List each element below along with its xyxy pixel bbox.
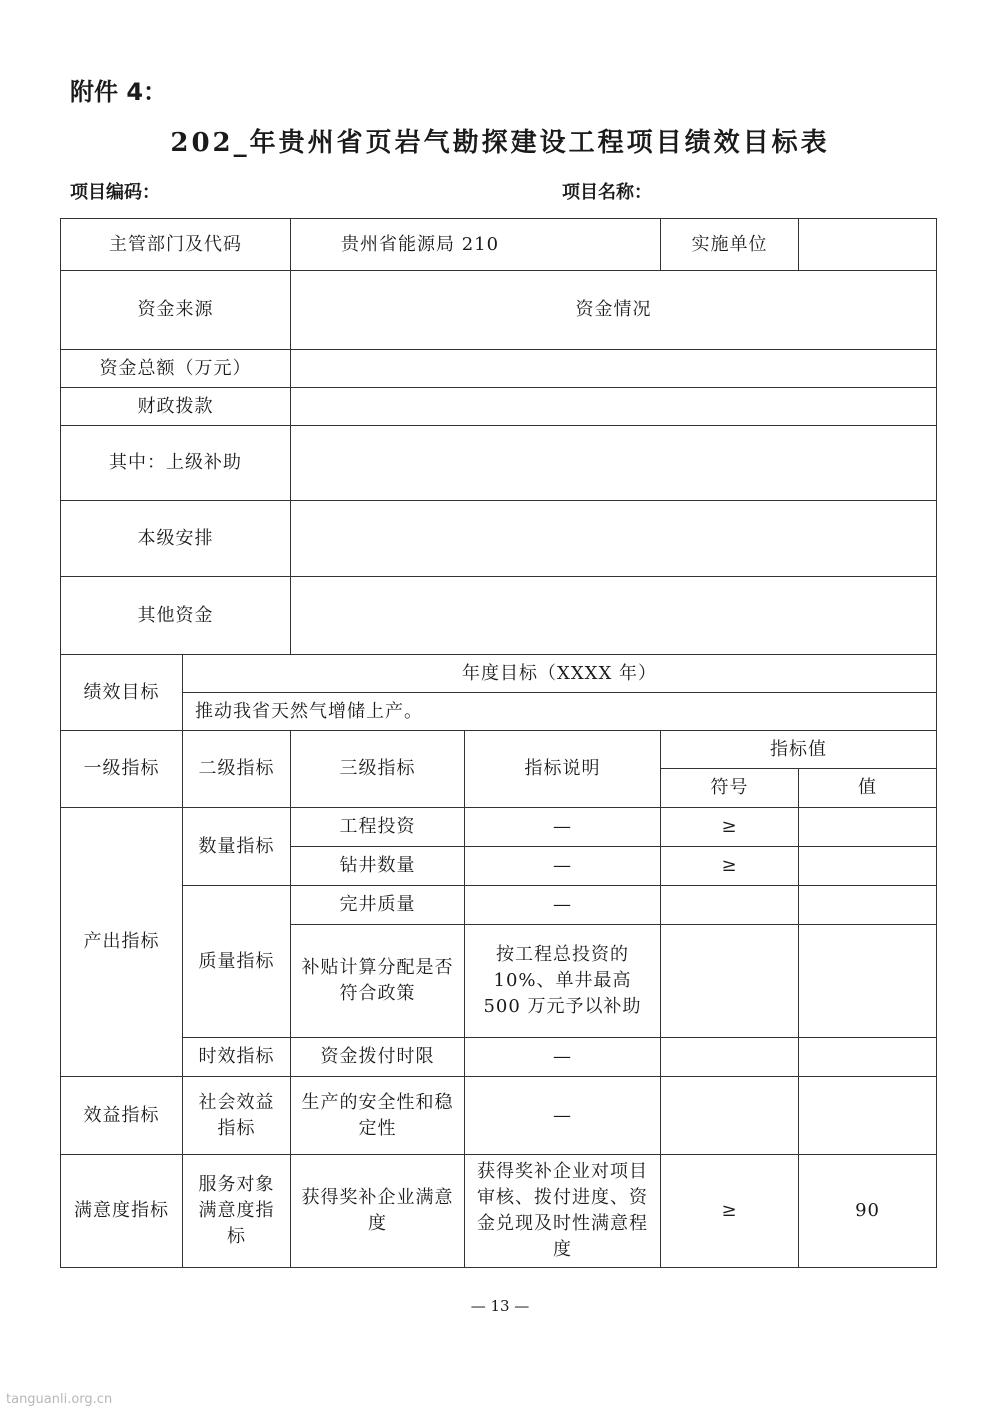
safety-value [799, 1077, 937, 1155]
payment-time-indicator: 资金拨付时限 [291, 1038, 465, 1077]
other-funds-value [291, 577, 937, 655]
col-level1: 一级指标 [61, 731, 183, 808]
dept-value: 贵州省能源局 210 [291, 219, 661, 271]
subsidy-symbol [661, 925, 799, 1038]
drilling-symbol: ≥ [661, 847, 799, 886]
service-satisfaction-label: 服务对象满意度指标 [183, 1155, 291, 1268]
invest-description: — [465, 808, 661, 847]
table-row [61, 388, 937, 426]
drilling-description: — [465, 847, 661, 886]
quality-indicator-label: 质量指标 [183, 886, 291, 1038]
social-benefit-label: 社会效益指标 [183, 1077, 291, 1155]
table-row [61, 731, 937, 769]
annual-goal-label: 年度目标（XXXX 年） [183, 655, 937, 693]
table-row [61, 693, 937, 731]
table-row [61, 426, 937, 501]
project-code-label: 项目编码： [70, 182, 160, 203]
table-row [61, 1077, 937, 1155]
invest-symbol: ≥ [661, 808, 799, 847]
upper-subsidy-value [291, 426, 937, 501]
col-indicator-value: 指标值 [661, 731, 937, 769]
watermark: tanguanli.org.cn [6, 1392, 113, 1407]
invest-value [799, 808, 937, 847]
local-arrangement-label: 本级安排 [61, 501, 291, 577]
satisfaction-value: 90 [799, 1155, 937, 1268]
subsidy-indicator: 补贴计算分配是否符合政策 [291, 925, 465, 1038]
other-funds-label: 其他资金 [61, 577, 291, 655]
col-level3: 三级指标 [291, 731, 465, 808]
col-level2: 二级指标 [183, 731, 291, 808]
performance-goal-table [60, 218, 937, 1268]
fund-source-label: 资金来源 [61, 271, 291, 350]
safety-description: — [465, 1077, 661, 1155]
drilling-indicator: 钻井数量 [291, 847, 465, 886]
perf-goal-label: 绩效目标 [61, 655, 183, 731]
col-symbol: 符号 [661, 769, 799, 808]
fund-total-label: 资金总额（万元） [61, 350, 291, 388]
page-title: 202_年贵州省页岩气勘探建设工程项目绩效目标表 [170, 128, 830, 158]
attachment-label: 附件 4： [70, 78, 168, 106]
satisfaction-indicator: 获得奖补企业满意度 [291, 1155, 465, 1268]
table-row [61, 219, 937, 271]
dept-label: 主管部门及代码 [61, 219, 291, 271]
payment-time-symbol [661, 1038, 799, 1077]
table-row [61, 655, 937, 693]
project-name-label: 项目名称： [562, 182, 652, 203]
table-row [61, 1038, 937, 1077]
payment-time-value [799, 1038, 937, 1077]
output-indicator-label: 产出指标 [61, 808, 183, 1077]
table-row [61, 271, 937, 350]
safety-symbol [661, 1077, 799, 1155]
satisfaction-symbol: ≥ [661, 1155, 799, 1268]
fiscal-value [291, 388, 937, 426]
quantity-indicator-label: 数量指标 [183, 808, 291, 886]
timeliness-indicator-label: 时效指标 [183, 1038, 291, 1077]
benefit-indicator-label: 效益指标 [61, 1077, 183, 1155]
payment-time-description: — [465, 1038, 661, 1077]
page-number: — 13 — [470, 1297, 530, 1315]
subsidy-description: 按工程总投资的10%、单井最高 500 万元予以补助 [465, 925, 661, 1038]
table-row [61, 886, 937, 925]
table-row [61, 808, 937, 847]
table-row [61, 1155, 937, 1268]
drilling-value [799, 847, 937, 886]
completion-symbol [661, 886, 799, 925]
local-arrangement-value [291, 501, 937, 577]
col-description: 指标说明 [465, 731, 661, 808]
impl-unit-value [799, 219, 937, 271]
completion-description: — [465, 886, 661, 925]
annual-goal-text: 推动我省天然气增储上产。 [183, 693, 937, 731]
fiscal-label: 财政拨款 [61, 388, 291, 426]
col-value: 值 [799, 769, 937, 808]
table-row [61, 501, 937, 577]
fund-status-label: 资金情况 [291, 271, 937, 350]
upper-subsidy-label: 其中：上级补助 [61, 426, 291, 501]
table-row [61, 350, 937, 388]
subsidy-value [799, 925, 937, 1038]
completion-indicator: 完井质量 [291, 886, 465, 925]
fund-total-value [291, 350, 937, 388]
invest-indicator: 工程投资 [291, 808, 465, 847]
satisfaction-description: 获得奖补企业对项目审核、拨付进度、资金兑现及时性满意程度 [465, 1155, 661, 1268]
table-row [61, 577, 937, 655]
completion-value [799, 886, 937, 925]
satisfaction-indicator-label: 满意度指标 [61, 1155, 183, 1268]
impl-unit-label: 实施单位 [661, 219, 799, 271]
safety-indicator: 生产的安全性和稳定性 [291, 1077, 465, 1155]
